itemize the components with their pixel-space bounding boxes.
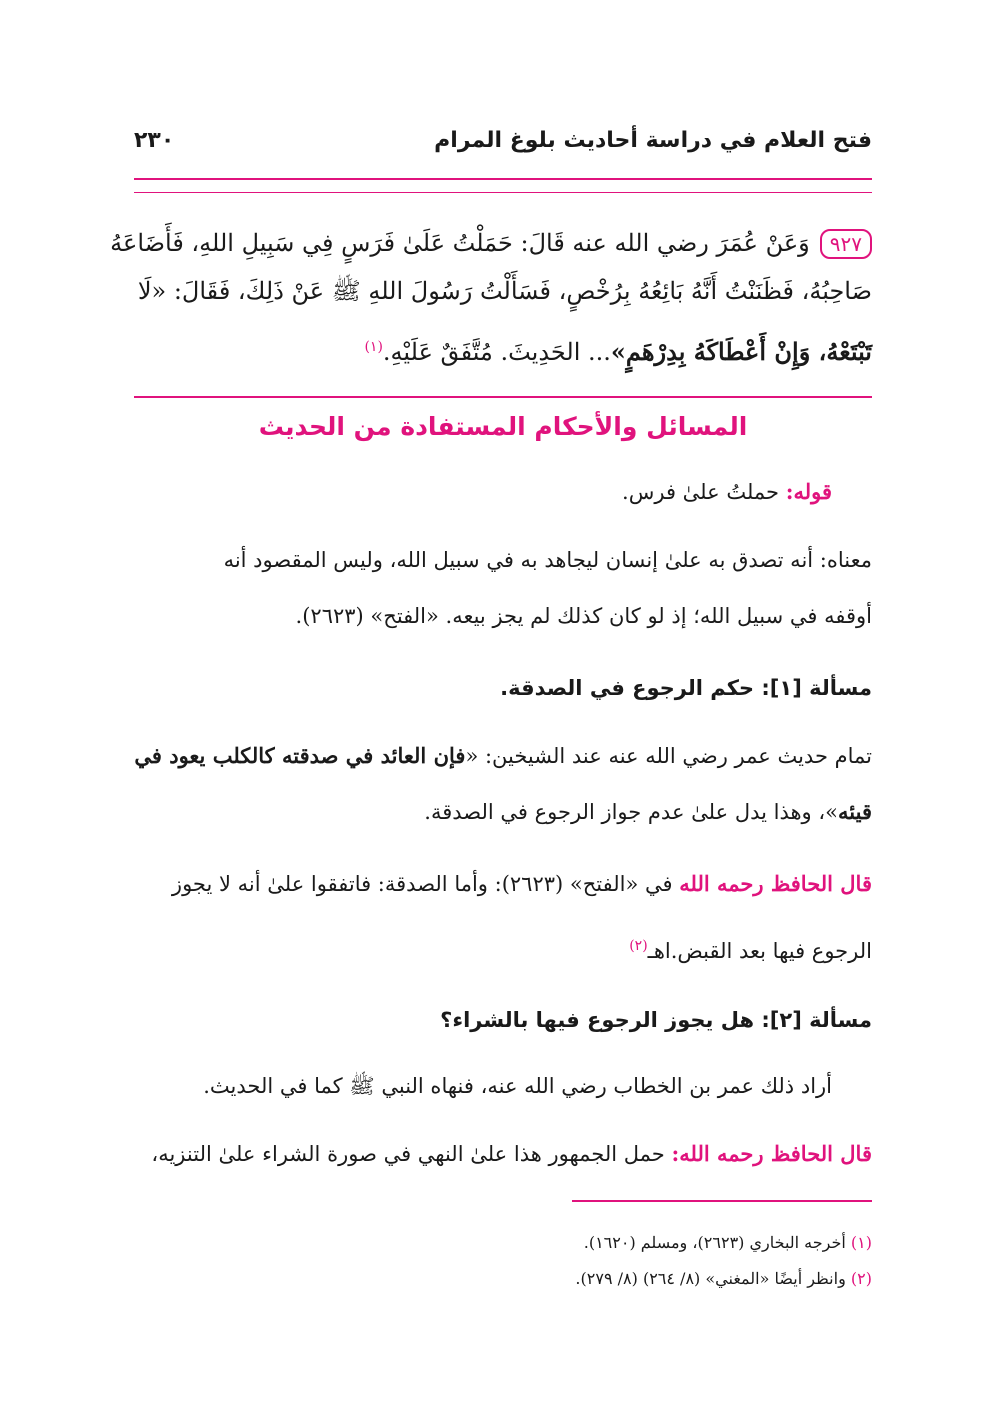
footnote-1 [132, 1232, 872, 1254]
issue-1-heading [132, 676, 872, 700]
hadith-text-1: وَعَنْ عُمَرَ رضي الله عنه قَالَ: حَمَلْتُ عَلَىٰ فَرَسٍ فِي سَبِيلِ اللهِ، فَأَضَاعَهُ [110, 229, 810, 257]
hadith-text-3: ... الحَدِيثَ. مُتَّفَقٌ عَلَيْهِ. [382, 338, 611, 366]
hadith-number-badge: ٩٢٧ [820, 229, 872, 259]
qawluhu-label: قوله: [785, 479, 832, 504]
issue-1-text-rest: »، وهذا يدل علىٰ عدم جواز الرجوع في الصدقة. [424, 800, 839, 824]
meaning-line-1: معناه: أنه تصدق به علىٰ إنسان ليجاهد به في سبيل الله، وليس المقصود أنه [223, 548, 872, 572]
qawluhu-line [132, 478, 832, 506]
issue-1-title: حكم الرجوع في الصدقة. [500, 676, 755, 700]
hadith-line-2 [132, 276, 872, 306]
issue-1-text-pre: تمام حديث عمر رضي الله عنه عند الشيخين: « [465, 744, 872, 768]
footnote-separator [572, 1200, 872, 1202]
hadith-text-2: صَاحِبُهُ، فَظَنَنْتُ أَنَّهُ بَائِعُهُ بِرُخْصٍ، فَسَأَلْتُ رَسُولَ اللهِ ﷺ عَنْ ذَلِكَ، فَقَالَ: «لَا [137, 277, 872, 305]
footnote-2-number: (٢) [850, 1269, 872, 1288]
hafiz-1-text-1: في «الفتح» (٢٦٢٣): وأما الصدقة: فاتفقوا علىٰ أنه لا يجوز [171, 872, 673, 896]
issue-2-heading [132, 1008, 872, 1032]
section-heading: المسائل والأحكام المستفادة من الحديث [258, 412, 748, 441]
hadith-quote-bold: تَبْتَعْهُ، وَإِنْ أَعْطَاكَهُ بِدِرْهَمٍ» [610, 337, 872, 366]
issue-2-title: هل يجوز الرجوع فيها بالشراء؟ [440, 1008, 755, 1032]
header-divider-top [134, 178, 872, 180]
hafiz-1-line-2 [132, 932, 872, 965]
hafiz-2-line [132, 1140, 872, 1168]
issue-1-line-2 [132, 798, 872, 826]
footnote-1-text: أخرجه البخاري (٢٦٢٣)، ومسلم (١٦٢٠). [583, 1233, 846, 1252]
footnote-2-text: وانظر أيضًا «المغني» (٨/ ٢٦٤) (٨/ ٢٧٩). [575, 1269, 846, 1288]
issue-2-label: مسألة [٢]: [761, 1008, 872, 1032]
running-title: فتح العلام في دراسة أحاديث بلوغ المرام [434, 128, 872, 153]
qawluhu-text: حملتُ علىٰ فرس. [622, 480, 780, 504]
issue-2-line-1: أراد ذلك عمر بن الخطاب رضي الله عنه، فنهاه النبي ﷺ كما في الحديث. [203, 1074, 832, 1098]
footnote-ref-1: (١) [364, 339, 383, 355]
hafiz-1-label: قال الحافظ رحمه الله [679, 871, 872, 896]
footnote-1-number: (١) [850, 1233, 872, 1252]
hadith-divider [134, 396, 872, 398]
issue-1-quote-bold-2: قيئه [838, 799, 872, 824]
footnote-ref-2: (٢) [629, 938, 648, 954]
hafiz-2-label: قال الحافظ رحمه الله: [671, 1141, 872, 1166]
hafiz-1-text-2: الرجوع فيها بعد القبض.اهـ [647, 939, 872, 963]
hafiz-2-text: حمل الجمهور هذا علىٰ النهي في صورة الشراء علىٰ التنزيه، [151, 1142, 665, 1166]
hadith-line-3 [132, 332, 872, 367]
issue-1-quote-bold: فإن العائد في صدقته كالكلب يعود في [134, 743, 466, 768]
footnote-2 [132, 1268, 872, 1290]
meaning-line-2: أوقفه في سبيل الله؛ إذ لو كان كذلك لم يجز بيعه. «الفتح» (٢٦٢٣). [295, 604, 872, 628]
running-head [134, 128, 872, 168]
hafiz-1-line-1 [132, 870, 872, 898]
header-divider-bottom [134, 192, 872, 193]
issue-1-line-1 [132, 742, 872, 770]
hadith-line-1 [110, 228, 872, 259]
page-number: ٢٣٠ [134, 128, 175, 153]
issue-1-label: مسألة [١]: [761, 676, 872, 700]
